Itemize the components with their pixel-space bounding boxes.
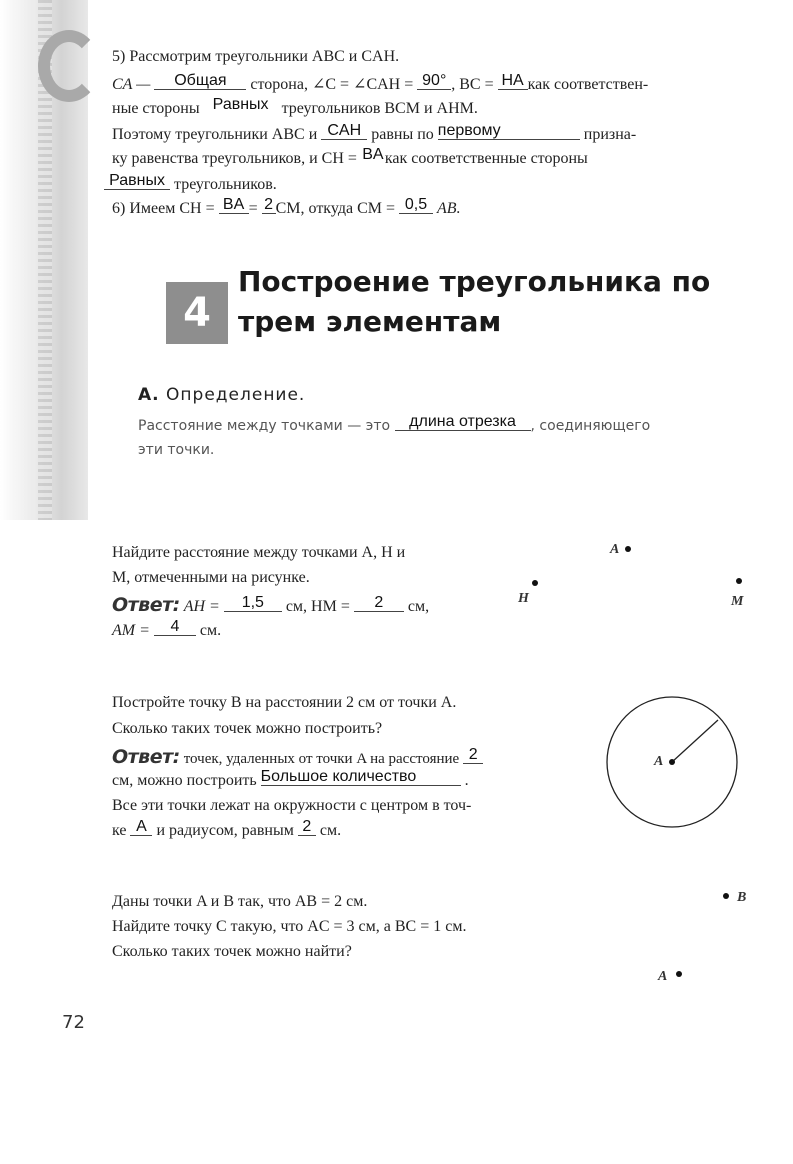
handwritten-answer: 90° [417,73,451,90]
page-number: 72 [62,1012,85,1033]
task2-answer-line: Ответ: точек, удаленных от точки A на расстояние 2 [112,746,483,768]
handwritten-answer: 2 [298,819,316,836]
section-number-badge: 4 [166,282,228,344]
answer-label: Ответ: [112,594,180,616]
part5-line3: ные стороны Равных треугольников BCM и AHM. [112,96,478,117]
point-h-dot [532,580,538,586]
handwritten-answer: 2 [463,747,483,764]
task3-line3: Сколько таких точек можно найти? [112,943,352,960]
handwritten-answer: BA [362,146,384,163]
circle-center-label: A [654,754,664,769]
part6-line: 6) Имеем CH = BA = 2 CM, откуда CM = 0,5 AB. [112,196,461,217]
answer-label: Ответ: [112,746,180,768]
handwritten-answer: Равных [104,173,170,190]
task1-answer-line2: AM = 4 см. [112,618,222,639]
circle-radius [672,720,718,762]
part5-line5: ку равенства треугольников, и CH = BAкак соответственные стороны [112,146,588,167]
point-b-dot [723,893,729,899]
point-a-label: A [610,542,620,557]
handwritten-answer: Равных [212,96,269,113]
task1-answer-line1: Ответ: AH = 1,5 см, HM = 2 см, [112,594,430,616]
handwritten-answer: 1,5 [224,595,282,612]
point-a-dot [625,546,631,552]
handwritten-answer: HA [498,73,528,90]
handwritten-answer: 2 [354,595,404,612]
handwritten-answer: CAH [321,123,367,140]
task3-line2: Найдите точку C такую, что AC = 3 см, а BC = 1 см. [112,918,467,935]
task2-line4: см, можно построить Большое количество . [112,768,469,789]
task1-line1: Найдите расстояние между точками A, H и [112,544,406,561]
part5-line1: 5) Рассмотрим треугольники ABC и CAH. [112,48,400,65]
part5-line4: Поэтому треугольники ABC и CAH равны по первому призна- [112,122,637,143]
handwritten-answer: 4 [154,619,196,636]
page-curl-mark [38,30,100,102]
task2-line6: ке A и радиусом, равным 2 см. [112,818,342,839]
task2-line5: Все эти точки лежат на окружности с центром в точ- [112,797,472,814]
handwritten-answer: Большое количество [261,769,461,786]
definition-line1: Расстояние между точками — это длина отрезка , соединяющего [138,413,651,434]
handwritten-answer: 2 [262,197,276,214]
handwritten-answer: Общая [154,73,246,90]
handwritten-answer: A [130,819,152,836]
definition-line2: эти точки. [138,442,215,458]
circle-diagram [600,690,750,840]
task3-line1: Даны точки A и B так, что AB = 2 см. [112,893,368,910]
point-a2-dot [676,971,682,977]
task1-line2: M, отмеченными на рисунке. [112,569,310,586]
handwritten-answer: 0,5 [399,197,433,214]
part5-line6: Равных треугольников. [104,176,277,194]
task2-line1: Постройте точку B на расстоянии 2 см от точки A. [112,694,457,711]
point-a2-label: A [658,969,668,984]
point-b-label: B [737,890,747,905]
circle-center-dot [669,759,675,765]
part5-line2: CA — Общая сторона, ∠C = ∠CAH = 90° , BC = HA как соответствен- [112,72,649,93]
definition-heading: А. Определение. [138,385,306,405]
section-title: Построение треугольника по трем элементам [238,265,711,338]
handwritten-answer: BA [219,197,249,214]
point-h-label: H [518,591,529,606]
point-m-dot [736,578,742,584]
handwritten-answer: длина отрезка [395,414,531,431]
handwritten-answer: первому [438,123,580,140]
task2-line2: Сколько таких точек можно построить? [112,720,383,737]
point-m-label: M [731,594,744,609]
